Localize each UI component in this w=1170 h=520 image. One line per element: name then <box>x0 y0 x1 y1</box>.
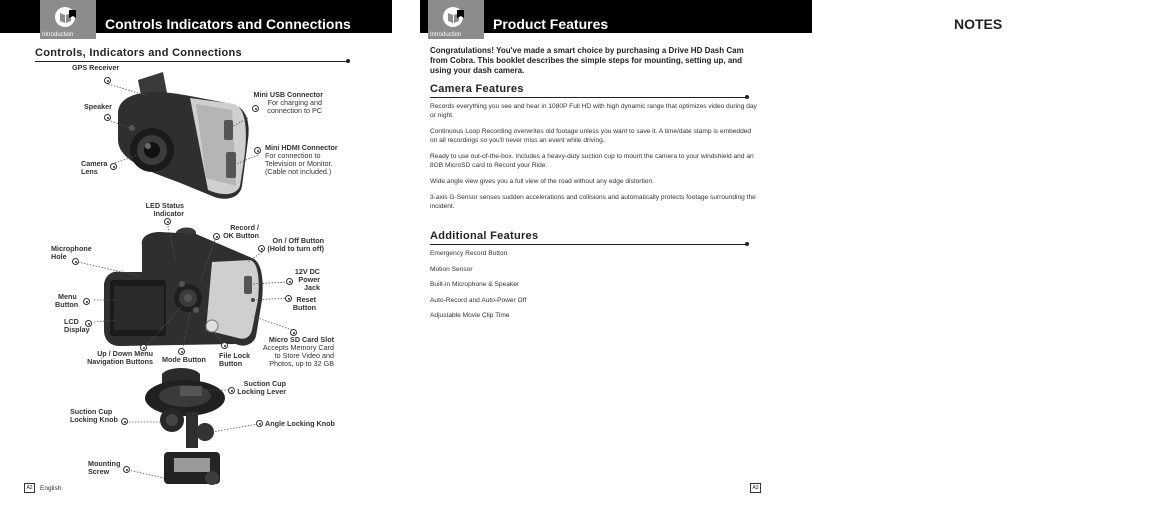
feature-item: Ready to use out-of-the-box. Includes a heavy-duty suction cup to mount the camera to your windshield and an 8GB MicroSD card to Record your Ride. <box>430 153 754 169</box>
footer-language: English <box>40 485 62 492</box>
feature-item: Records everything you see and hear in 1080P Full HD with high dynamic range that optimizes video during day or night. <box>430 103 757 119</box>
additional-feature-item: Motion Sensor <box>430 266 473 273</box>
additional-features-rule <box>430 244 746 245</box>
intro-paragraph: Congratulations! You've made a smart choice by purchasing a Drive HD Dash Cam from Cobra. This booklet describes the simple steps for mounting, setting up, and using your dash camera. <box>430 46 744 75</box>
label-reset-button: Reset Button <box>292 295 316 312</box>
callout-marker <box>254 147 261 154</box>
label-microphone-hole: Microphone Hole <box>51 244 92 261</box>
right-header-tab <box>428 0 484 39</box>
label-camera-lens: Camera Lens <box>81 159 108 176</box>
callout-marker <box>121 418 128 425</box>
right-header-tab-label: Introduction <box>430 32 462 38</box>
controls-section-title: Controls, Indicators and Connections <box>35 47 242 59</box>
label-suction-knob: Suction Cup Locking Knob <box>70 407 118 424</box>
book-icon <box>442 6 468 28</box>
callout-marker <box>221 342 228 349</box>
callout-marker <box>104 77 111 84</box>
callout-marker <box>123 466 130 473</box>
additional-feature-item: Built-in Microphone & Speaker <box>430 281 520 288</box>
feature-item: 3-axis G-Sensor senses sudden accelerations and collisions and automatically protects footage surrounding the incident. <box>430 194 756 210</box>
feature-item: Continuous Loop Recording overwrites old footage unless you want to save it. A time/date stamp is embedded on all recordings so you'll never miss an event while driving. <box>430 128 752 144</box>
label-micro-sd: Micro SD Card Slot Accepts Memory Card to Store Video and Photos, up to 32 GB <box>262 335 334 368</box>
page-number-a3: A3 <box>750 483 761 493</box>
label-mounting-screw: Mounting Screw <box>88 459 121 476</box>
label-speaker: Speaker <box>84 102 112 111</box>
label-mode-button: Mode Button <box>162 355 206 364</box>
camera-features-dot <box>745 95 749 99</box>
camera-features-rule <box>430 97 746 98</box>
label-gps-receiver: GPS Receiver <box>72 63 120 72</box>
label-mini-usb-desc: For charging and connection to PC <box>267 98 322 115</box>
left-header-title: Controls Indicators and Connections <box>105 16 351 32</box>
callout-marker <box>178 348 185 355</box>
feature-item: Wide angle view gives you a full view of the road without any edge distortion. <box>430 178 654 185</box>
page-number-a2: A2 <box>24 483 35 493</box>
right-header-title: Product Features <box>493 16 609 32</box>
additional-feature-item: Auto-Record and Auto-Power Off <box>430 297 527 304</box>
notes-title: NOTES <box>954 16 1003 32</box>
callout-marker <box>104 114 111 121</box>
label-record-ok: Record / OK Button <box>223 223 259 240</box>
callout-marker <box>110 163 117 170</box>
dash-cam-side-view <box>118 72 249 199</box>
callout-marker <box>164 218 171 225</box>
suction-mount-view <box>145 368 225 485</box>
camera-features-title: Camera Features <box>430 83 524 95</box>
callout-marker <box>256 420 263 427</box>
dash-cam-back-view <box>104 228 263 347</box>
additional-feature-item: Adjustable Movie Clip Time <box>430 312 510 319</box>
label-file-lock: File Lock Button <box>219 351 251 368</box>
label-mini-hdmi: Mini HDMI Connector For connection to Television or Monitor. (Cable not included.) <box>265 143 338 176</box>
label-led-status: LED Status Indicator <box>145 201 184 218</box>
label-menu-button: Menu Button <box>55 292 79 309</box>
additional-features-dot <box>745 242 749 246</box>
label-mini-usb: Mini USB Connector <box>253 90 323 99</box>
callout-marker <box>83 298 90 305</box>
label-angle-knob: Angle Locking Knob <box>265 419 335 428</box>
label-up-down: Up / Down Menu Navigation Buttons <box>87 349 153 366</box>
additional-feature-item: Emergency Record Button <box>430 250 508 257</box>
label-suction-lever: Suction Cup Locking Lever <box>237 379 286 396</box>
additional-features-title: Additional Features <box>430 230 539 242</box>
label-power-jack: 12V DC Power Jack <box>294 267 320 292</box>
left-header-tab-label: Introduction <box>42 32 74 38</box>
right-header-bar <box>420 0 812 38</box>
label-on-off: On / Off Button (Hold to turn off) <box>267 236 324 253</box>
label-lcd-display: LCD Display <box>64 317 90 334</box>
